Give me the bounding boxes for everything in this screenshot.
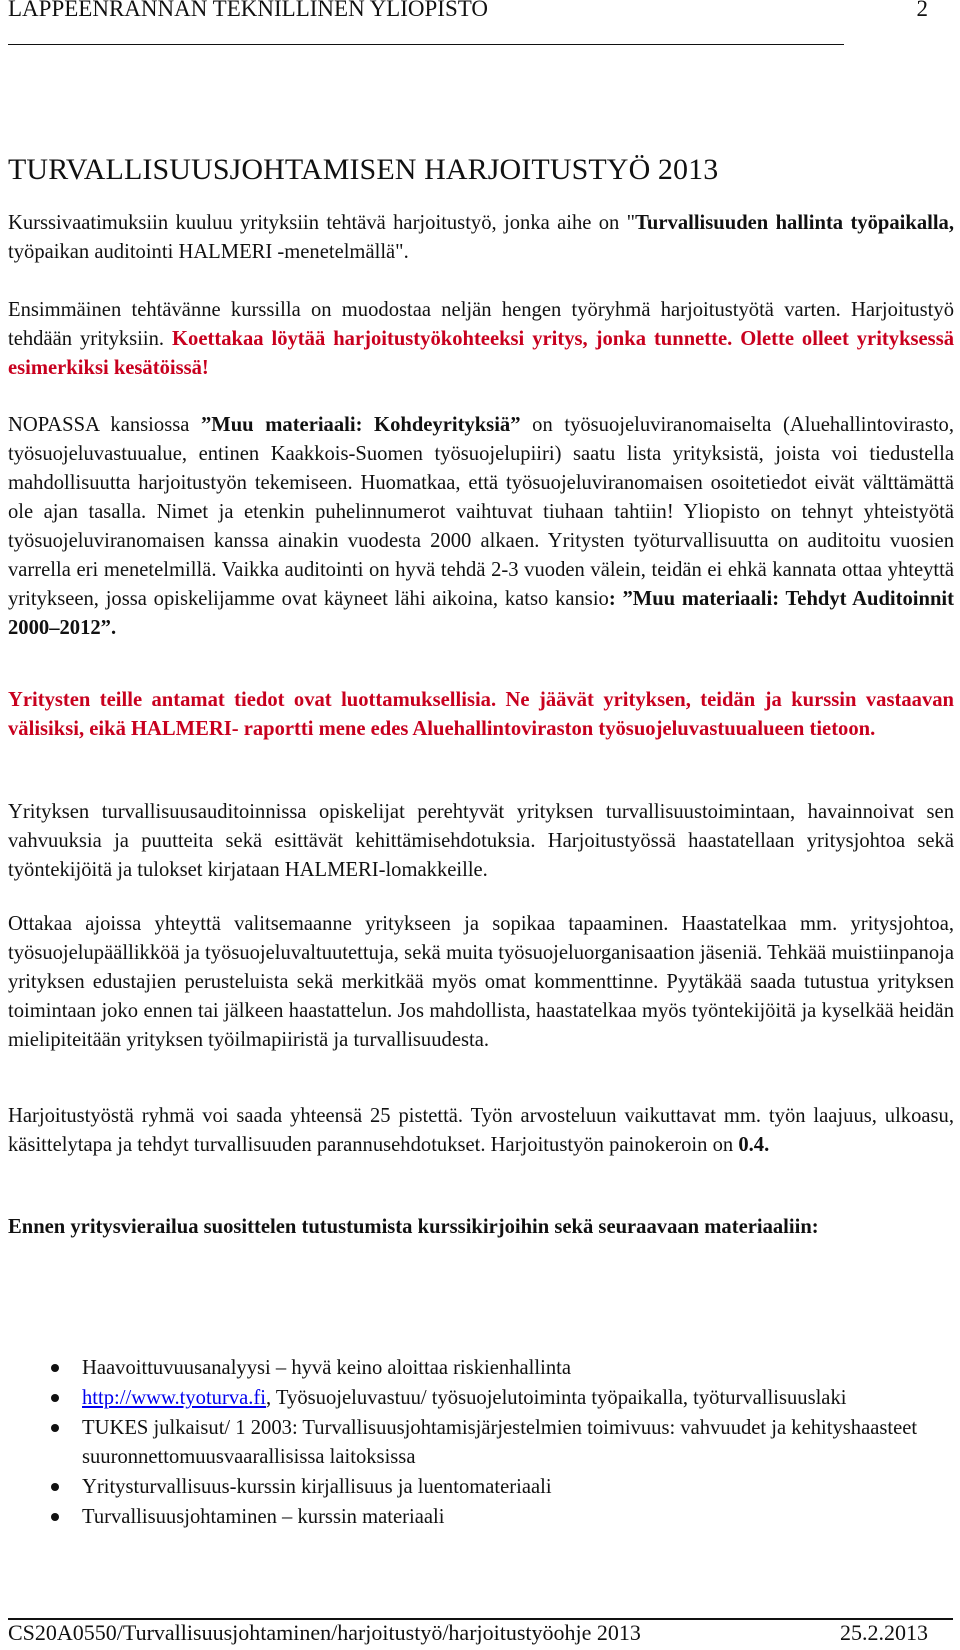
document-title: TURVALLISUUSJOHTAMISEN HARJOITUSTYÖ 2013 bbox=[8, 153, 719, 186]
list-item-text: TUKES julkaisut/ 1 2003: Turvallisuusjohtamisjärjestelmien toimivuus: vahvuudet ja kehityshaasteet suuronnettomuusvaarallisissa laitoksissa bbox=[82, 1417, 918, 1468]
nopassa-paragraph bbox=[8, 411, 954, 643]
list-item bbox=[8, 1473, 954, 1502]
list-item bbox=[8, 1384, 954, 1413]
group-paragraph bbox=[8, 296, 954, 383]
list-item-text: , Työsuojeluvastuu/ työsuojelutoiminta työpaikalla, työturvallisuuslaki bbox=[266, 1387, 847, 1409]
text-run: työpaikan auditointi HALMERI -menetelmällä". bbox=[8, 241, 409, 263]
page-number: 2 bbox=[916, 0, 928, 21]
bullet-icon bbox=[51, 1364, 59, 1372]
list-item-text: Yritysturvallisuus-kurssin kirjallisuus ja luentomateriaali bbox=[82, 1476, 552, 1498]
bold-run: Turvallisuuden hallinta työpaikalla, bbox=[635, 212, 955, 234]
footer-document-path: CS20A0550/Turvallisuusjohtaminen/harjoitustyö/harjoitustyöohje 2013 bbox=[8, 1620, 641, 1645]
bullet-icon bbox=[51, 1513, 59, 1521]
bullet-icon bbox=[51, 1483, 59, 1491]
bold-run: ”Muu materiaali: Kohdeyrityksiä” bbox=[200, 414, 521, 436]
confidentiality-paragraph: Yritysten teille antamat tiedot ovat luottamuksellisia. Ne jäävät yrityksen, teidän ja kurssin vastaavan välisiksi, eikä HALMERI- raportti mene edes Aluehallintoviraston työsuojeluvastuualueen tietoon. bbox=[8, 689, 954, 740]
text-run: NOPASSA kansiossa bbox=[8, 414, 201, 436]
footer-date: 25.2.2013 bbox=[840, 1620, 928, 1645]
text-run: Ensimmäinen tehtävänne kurssilla on muodostaa neljän hengen työryhmä harjoitustyötä varten. Harjoitustyö tehdään yrityksiin. bbox=[8, 299, 954, 350]
list-item bbox=[8, 1414, 954, 1472]
materials-list bbox=[8, 1354, 954, 1533]
materials-heading: Ennen yritysvierailua suosittelen tutustumista kurssikirjoihin sekä seuraavaan materiaaliin: bbox=[8, 1216, 819, 1238]
intro-paragraph bbox=[8, 209, 954, 267]
bold-run: 0.4. bbox=[738, 1134, 770, 1156]
list-item bbox=[8, 1354, 954, 1383]
audit-paragraph: Yrityksen turvallisuusauditoinnissa opiskelijat perehtyvät yrityksen turvallisuustoimintaan, havainnoivat sen vahvuuksia ja puutteita sekä esittävät kehittämisehdotuksia. Harjoitustyössä haastatellaan yritysjohtoa sekä työntekijöitä ja tulokset kirjataan HALMERI-lomakkeille. bbox=[8, 801, 954, 881]
header-institution: LAPPEENRANNAN TEKNILLINEN YLIOPISTO bbox=[8, 0, 488, 21]
page-header bbox=[8, 0, 928, 36]
text-run: Kurssivaatimuksiin kuuluu yrityksiin tehtävä harjoitustyö, jonka aihe on " bbox=[8, 212, 636, 234]
text-run: Harjoitustyöstä ryhmä voi saada yhteensä 25 pistettä. Työn arvosteluun vaikuttavat mm. työn laajuus, ulkoasu, käsittelytapa ja tehdyt turvallisuuden parannusehdotukset. Harjoitustyön painokeroin on bbox=[8, 1105, 954, 1156]
header-rule bbox=[8, 44, 844, 45]
grading-paragraph bbox=[8, 1102, 954, 1160]
contact-paragraph: Ottakaa ajoissa yhteyttä valitsemaanne yritykseen ja sopikaa tapaaminen. Haastatelkaa mm. yritysjohtoa, työsuojelupäällikköä ja työsuojeluvaltuutettuja, sekä muita työsuojeluorganisaation jäseniä. Tehkää muistiinpanoja yrityksen edustajien perusteluista sekä merkitkää myös omat kommenttinne. Pyytäkää saada tutustua yrityksen toimintaan joko ennen tai jälkeen haastattelun. Jos mahdollista, haastatelkaa myös työntekijöitä ja kyselkää heidän mielipiteitään yrityksen työilmapiiristä ja turvallisuudesta. bbox=[8, 913, 954, 1051]
bold-run: : ”Muu materiaali: Tehdyt Auditoinnit 2000–2012”. bbox=[8, 588, 954, 639]
text-run: on työsuojeluviranomaiselta (Aluehallintovirasto, työsuojeluvastuualue, entinen Kaakkois-Suomen työsuojelupiiri) saatu lista yrityksistä, joista voi tiedustella mahdollisuutta harjoitustyön tekemiseen. Huomatkaa, että työsuojeluviranomaisen osoitetiedot eivät välttämättä ole ajan tasalla. Nimet ja etenkin puhelinnumerot vaihtuvat tiuhaan tahtiin! Yliopisto on tehnyt yhteistyötä työsuojeluviranomaisen kanssa ainakin vuodesta 2000 alkaen. Yritysten työturvallisuutta on auditoitu vuosien varrella eri menetelmillä. Vaikka auditointi on hyvä tehdä 2-3 vuoden välein, teidän ei ehkä kannata ottaa yhteyttä yritykseen, jossa opiskelijamme ovat käyneet lähi aikoina, katso kansio bbox=[8, 414, 955, 610]
red-emphasis: Koettakaa löytää harjoitustyökohteeksi yritys, jonka tunnette. Olette olleet yrityksessä esimerkiksi kesätöissä! bbox=[8, 328, 954, 379]
list-item bbox=[8, 1503, 954, 1532]
page-footer bbox=[8, 1620, 928, 1650]
list-item-text: Haavoittuvuusanalyysi – hyvä keino aloittaa riskienhallinta bbox=[82, 1357, 571, 1379]
list-item-text: Turvallisuusjohtaminen – kurssin materiaali bbox=[82, 1506, 445, 1528]
tyoturva-link[interactable]: http://www.tyoturva.fi bbox=[82, 1387, 266, 1409]
bullet-icon bbox=[51, 1424, 59, 1432]
bullet-icon bbox=[51, 1394, 59, 1402]
